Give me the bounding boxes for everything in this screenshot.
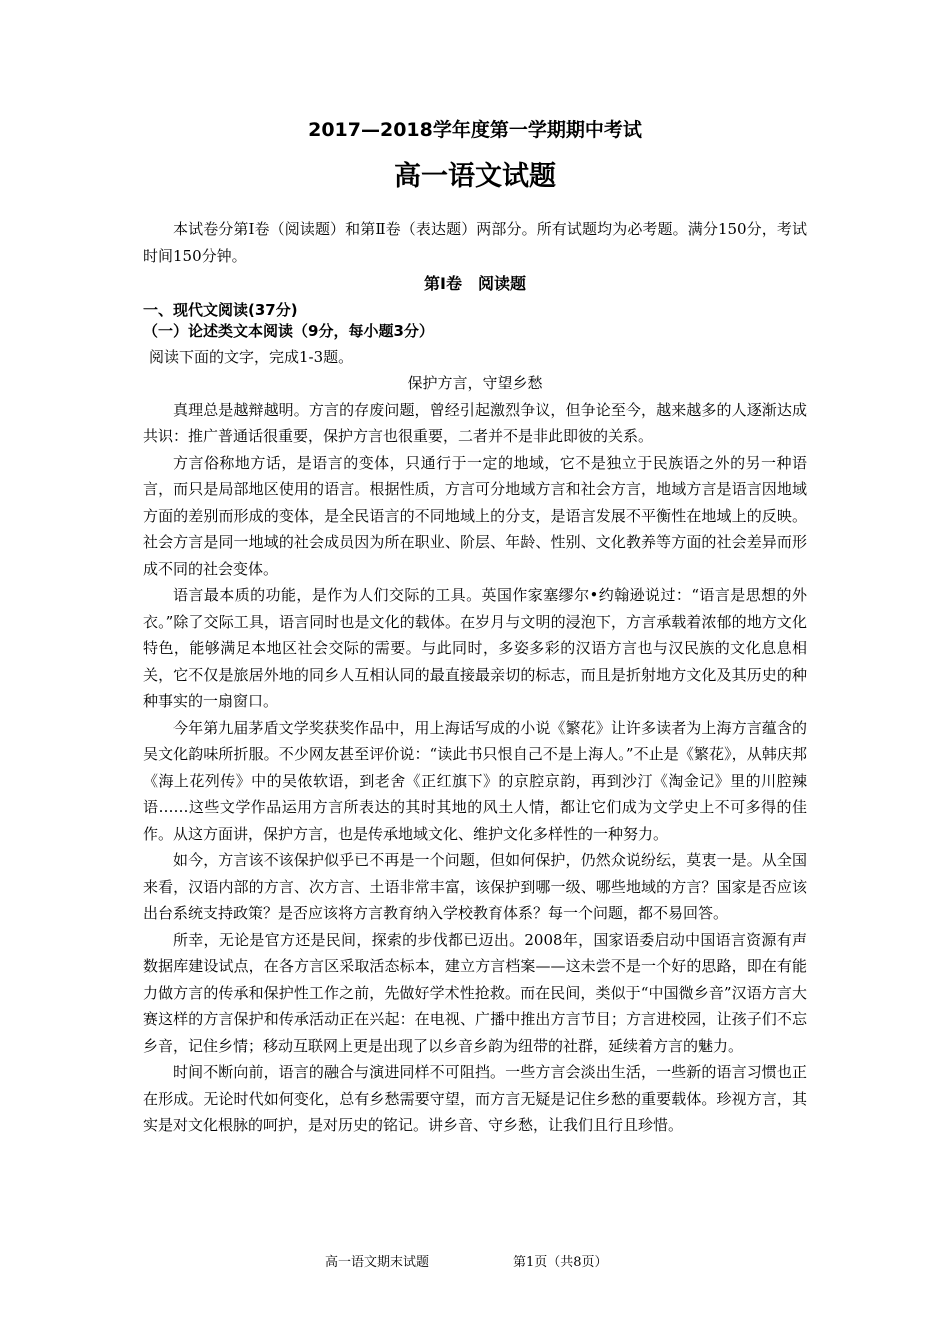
reading-instruction: 阅读下面的文字，完成1-3题。 bbox=[149, 347, 354, 366]
essay-paragraph: 方言俗称地方话，是语言的变体，只通行于一定的地域，它不是独立于民族语之外的另一种语言，而只是局部地区使用的语言。根据性质，方言可分地域方言和社会方言，地域方言是语言因地域方面的差别而形成的变体，是全民语言的不同地域上的分支，是语言发展不平衡性在地域上的反映。社会方言是同一地域的社会成员因为所在职业、阶层、年龄、性别、文化教养等方面的社会差异而形成不同的社会变体。 bbox=[143, 453, 807, 578]
exam-intro: 本试卷分第Ⅰ卷（阅读题）和第Ⅱ卷（表达题）两部分。所有试题均为必考题。满分150分，考试时间150分钟。 bbox=[143, 220, 807, 265]
footer-page-number: 第1页（共8页） bbox=[513, 1255, 608, 1270]
section-title: 第Ⅰ卷 阅读题 bbox=[424, 274, 526, 293]
main-title: 高一语文试题 bbox=[394, 161, 556, 192]
essay-paragraph: 语言最本质的功能，是作为人们交际的工具。英国作家塞缪尔•约翰逊说过：“语言是思想的外衣。”除了交际工具，语言同时也是文化的载体。在岁月与文明的浸泡下，方言承载着浓郁的地方文化特色，能够满足本地区社会交际的需要。与此同时，多姿多彩的汉语方言也与汉民族的文化息息相关，它不仅是旅居外地的同乡人互相认同的最直接最亲切的标志，而且是折射地方文化及其历史的种种事实的一扇窗口。 bbox=[143, 586, 807, 710]
essay-paragraph: 真理总是越辩越明。方言的存废问题，曾经引起激烈争议，但争论至今，越来越多的人逐渐达成共识：推广普通话很重要，保护方言也很重要，二者并不是非此即彼的关系。 bbox=[143, 400, 807, 445]
exam-title: 2017—2018学年度第一学期期中考试 bbox=[308, 119, 642, 141]
essay-paragraph: 如今，方言该不该保护似乎已不再是一个问题，但如何保护，仍然众说纷纭，莫衷一是。从全国来看，汉语内部的方言、次方言、土语非常丰富，该保护到哪一级、哪些地域的方言？国家是否应该出台系统支持政策？是否应该将方言教育纳入学校教育体系？每一个问题，都不易回答。 bbox=[143, 851, 807, 922]
sub-heading: （一）论述类文本阅读（9分，每小题3分） bbox=[143, 321, 434, 340]
footer-course: 高一语文期末试题 bbox=[325, 1255, 430, 1270]
essay-paragraph: 今年第九届茅盾文学奖获奖作品中，用上海话写成的小说《繁花》让许多读者为上海方言蕴含的吴文化韵味所折服。不少网友甚至评价说：“读此书只恨自己不是上海人。”不止是《繁花》，从韩庆邦《海上花列传》中的吴侬软语，到老舍《正红旗下》的京腔京韵，再到沙汀《淘金记》里的川腔辣语……这些文学作品运用方言所表达的其时其地的风土人情，都让它们成为文学史上不可多得的佳作。从这方面讲，保护方言，也是传承地域文化、维护文化多样性的一种努力。 bbox=[143, 718, 807, 843]
essay-paragraph: 时间不断向前，语言的融合与演进同样不可阻挡。一些方言会淡出生活，一些新的语言习惯也正在形成。无论时代如何变化，总有乡愁需要守望，而方言无疑是记住乡愁的重要载体。珍视方言，其实是对文化根脉的呵护，是对历史的铭记。讲乡音、守乡愁，让我们且行且珍惜。 bbox=[143, 1063, 807, 1134]
document-body bbox=[143, 216, 807, 1139]
part-heading: 一、现代文阅读(37分) bbox=[143, 300, 298, 319]
essay-title: 保护方言，守望乡愁 bbox=[407, 374, 543, 392]
essay-paragraph: 所幸，无论是官方还是民间，探索的步伐都已迈出。2008年，国家语委启动中国语言资源有声数据库建设试点，在各方言区采取活态标本，建立方言档案——这未尝不是一个好的思路，即在有能力做方言的传承和保护性工作之前，先做好学术性抢救。而在民间，类似于“中国微乡音”汉语方言大赛这样的方言保护和传承活动正在兴起：在电视、广播中推出方言节目；方言进校园，让孩子们不忘乡音，记住乡情；移动互联网上更是出现了以乡音乡韵为纽带的社群，延续着方言的魅力。 bbox=[143, 930, 807, 1055]
